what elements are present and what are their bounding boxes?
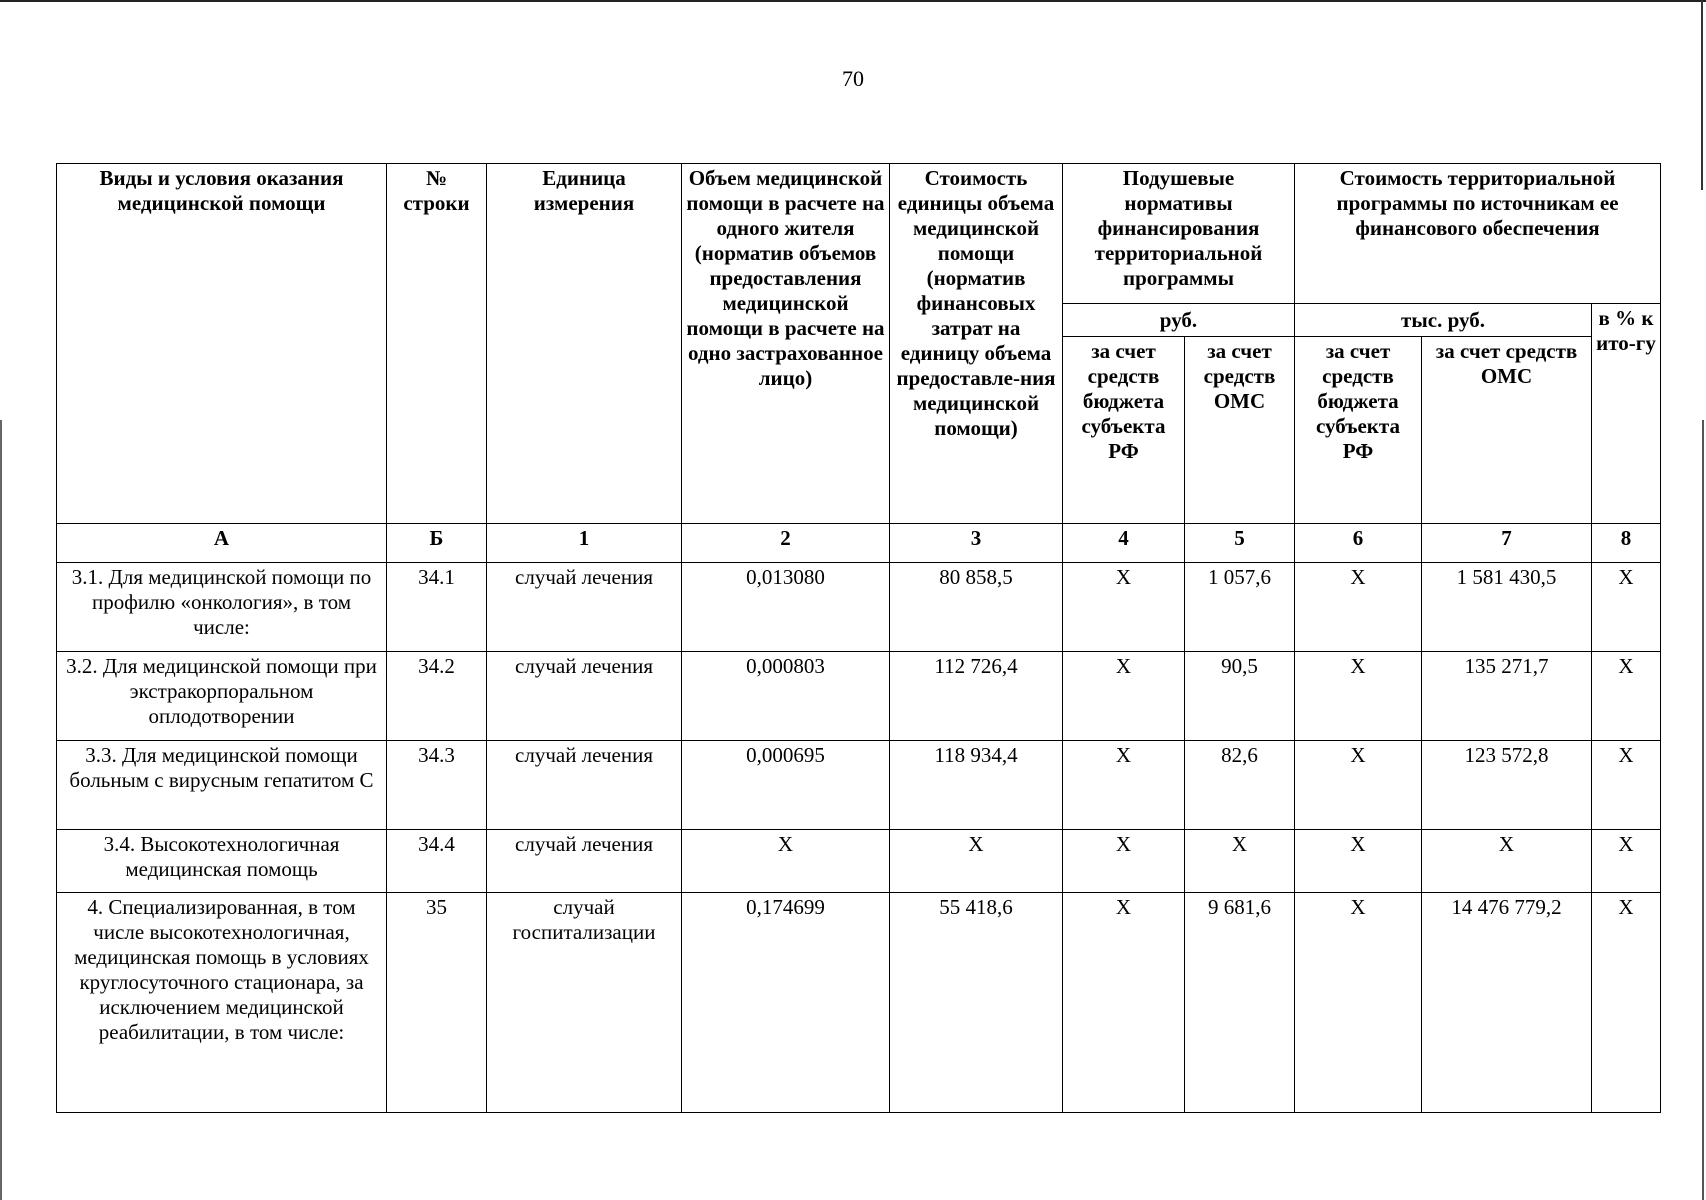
index-cell: 8 — [1592, 524, 1661, 563]
header-col-6: за счет средств бюджета субъекта РФ — [1295, 337, 1422, 524]
row-col-6: Х — [1295, 563, 1422, 652]
scan-edge-right — [1701, 0, 1703, 190]
row-cost: 112 726,4 — [890, 652, 1063, 741]
row-col-4: Х — [1063, 563, 1185, 652]
column-index-row — [57, 524, 1661, 563]
table-row — [57, 652, 1661, 741]
row-col-5: 82,6 — [1185, 741, 1295, 830]
header-col-b: № строки — [387, 164, 487, 524]
table-row — [57, 741, 1661, 830]
header-unit-rub: руб. — [1063, 304, 1295, 337]
row-col-6: Х — [1295, 893, 1422, 1113]
row-name: 3.2. Для медицинской помощи при экстракорпоральном оплодотворении — [57, 652, 387, 741]
row-name: 3.3. Для медицинской помощи больным с вирусным гепатитом С — [57, 741, 387, 830]
row-line-number: 34.2 — [387, 652, 487, 741]
row-col-8: Х — [1592, 563, 1661, 652]
row-col-7: 1 581 430,5 — [1422, 563, 1592, 652]
financing-table — [56, 163, 1661, 1113]
index-cell: 4 — [1063, 524, 1185, 563]
scan-edge-top — [0, 0, 1706, 2]
header-col-1: Единица измерения — [487, 164, 682, 524]
index-cell: А — [57, 524, 387, 563]
scan-edge-right-lower — [1702, 420, 1704, 1200]
index-cell: Б — [387, 524, 487, 563]
row-col-5: Х — [1185, 830, 1295, 893]
row-col-7: Х — [1422, 830, 1592, 893]
row-unit: случай лечения — [487, 563, 682, 652]
index-cell: 5 — [1185, 524, 1295, 563]
row-col-4: Х — [1063, 893, 1185, 1113]
row-col-6: Х — [1295, 830, 1422, 893]
index-cell: 3 — [890, 524, 1063, 563]
row-col-7: 123 572,8 — [1422, 741, 1592, 830]
index-cell: 6 — [1295, 524, 1422, 563]
index-cell: 1 — [487, 524, 682, 563]
row-name: 3.4. Высокотехнологичная медицинская помощь — [57, 830, 387, 893]
scan-edge-left — [0, 420, 2, 1200]
table-row — [57, 563, 1661, 652]
header-unit-thousand-rub: тыс. руб. — [1295, 304, 1592, 337]
row-col-8: Х — [1592, 741, 1661, 830]
header-col-5: за счет средств ОМС — [1185, 337, 1295, 524]
header-group-cost: Стоимость территориальной программы по источникам ее финансового обеспечения — [1295, 164, 1661, 304]
row-unit: случай лечения — [487, 741, 682, 830]
row-col-8: Х — [1592, 893, 1661, 1113]
header-col-4: за счет средств бюджета субъекта РФ — [1063, 337, 1185, 524]
row-col-8: Х — [1592, 830, 1661, 893]
row-volume: 0,174699 — [682, 893, 890, 1113]
header-col-7: за счет средств ОМС — [1422, 337, 1592, 524]
row-col-8: Х — [1592, 652, 1661, 741]
row-col-7: 14 476 779,2 — [1422, 893, 1592, 1113]
row-unit: случай лечения — [487, 830, 682, 893]
header-col-3: Стоимость единицы объема медицинской помощи (норматив финансовых затрат на единицу объема предоставле-ния медицинской помощи) — [890, 164, 1063, 524]
table-row — [57, 830, 1661, 893]
row-col-7: 135 271,7 — [1422, 652, 1592, 741]
row-cost: 80 858,5 — [890, 563, 1063, 652]
header-col-a: Виды и условия оказания медицинской помощи — [57, 164, 387, 524]
index-cell: 7 — [1422, 524, 1592, 563]
row-line-number: 35 — [387, 893, 487, 1113]
row-cost: 118 934,4 — [890, 741, 1063, 830]
row-line-number: 34.3 — [387, 741, 487, 830]
table-row — [57, 893, 1661, 1113]
index-cell: 2 — [682, 524, 890, 563]
row-col-4: Х — [1063, 830, 1185, 893]
row-unit: случай госпитализации — [487, 893, 682, 1113]
row-col-6: Х — [1295, 741, 1422, 830]
row-col-4: Х — [1063, 652, 1185, 741]
row-volume: 0,000803 — [682, 652, 890, 741]
row-volume: 0,000695 — [682, 741, 890, 830]
row-col-6: Х — [1295, 652, 1422, 741]
row-unit: случай лечения — [487, 652, 682, 741]
row-line-number: 34.4 — [387, 830, 487, 893]
row-col-5: 9 681,6 — [1185, 893, 1295, 1113]
row-col-5: 90,5 — [1185, 652, 1295, 741]
header-percent-total: в % к ито-гу — [1592, 304, 1661, 524]
row-col-4: Х — [1063, 741, 1185, 830]
row-cost: Х — [890, 830, 1063, 893]
header-group-per-capita: Подушевые нормативы финансирования территориальной программы — [1063, 164, 1295, 304]
row-line-number: 34.1 — [387, 563, 487, 652]
row-name: 4. Специализированная, в том числе высокотехнологичная, медицинская помощь в условиях круглосуточного стационара, за исключением медицинской реабилитации, в том числе: — [57, 893, 387, 1113]
row-volume: 0,013080 — [682, 563, 890, 652]
row-volume: Х — [682, 830, 890, 893]
header-col-2: Объем медицинской помощи в расчете на одного жителя (норматив объемов предоставления медицинской помощи в расчете на одно застрахованное лицо) — [682, 164, 890, 524]
row-name: 3.1. Для медицинской помощи по профилю «онкология», в том числе: — [57, 563, 387, 652]
row-col-5: 1 057,6 — [1185, 563, 1295, 652]
page-number: 70 — [842, 66, 864, 91]
row-cost: 55 418,6 — [890, 893, 1063, 1113]
